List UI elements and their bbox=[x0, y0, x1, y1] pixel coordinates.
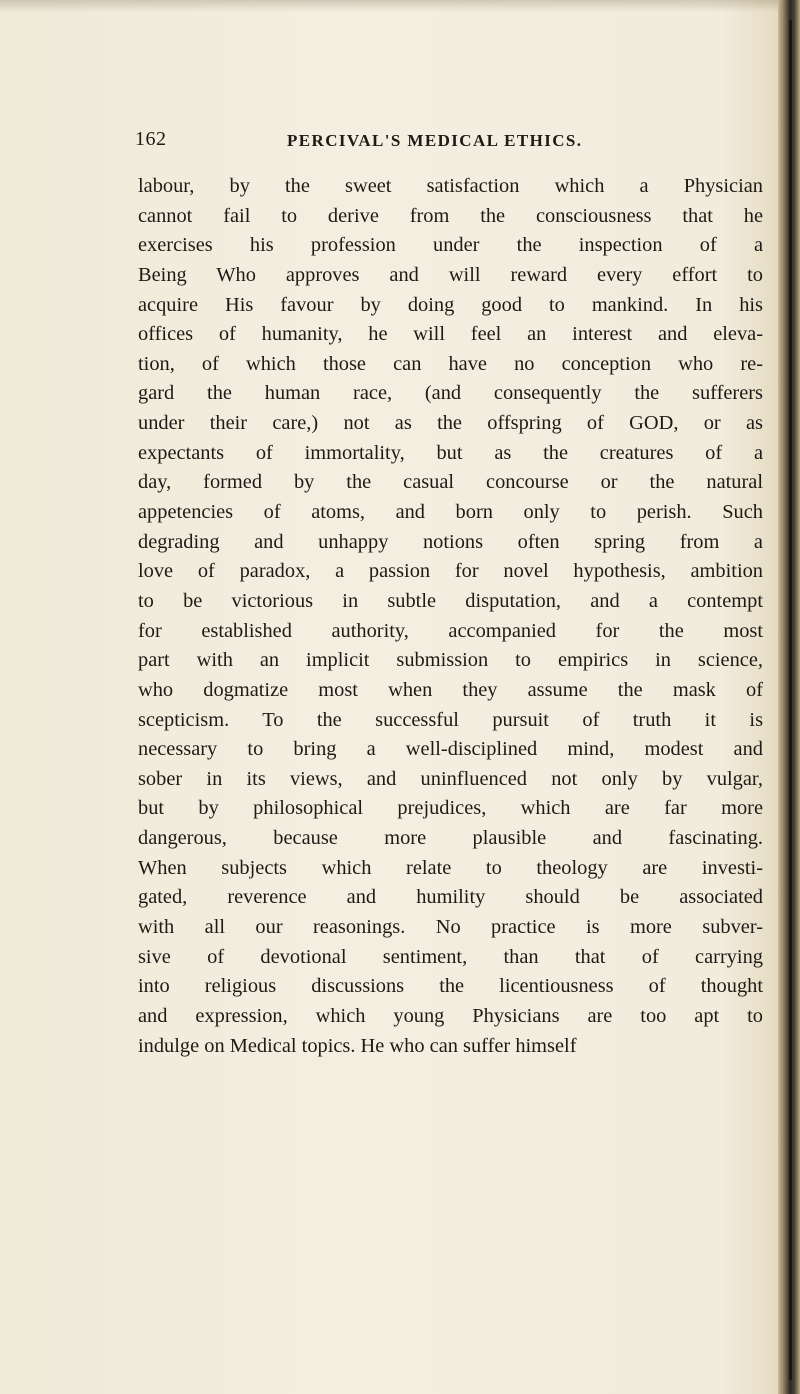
binding-shadow-line bbox=[789, 20, 792, 1380]
text-line: under their care,) not as the offspring of GOD, or as bbox=[138, 412, 763, 435]
text-line: part with an implicit submission to empirics in science, bbox=[138, 649, 763, 672]
text-line: and expression, which young Physicians are too apt to bbox=[138, 1004, 763, 1027]
text-line: who dogmatize most when they assume the mask of bbox=[138, 678, 763, 701]
body-text bbox=[138, 172, 770, 1061]
text-line: gated, reverence and humility should be associated bbox=[138, 886, 763, 909]
text-line: cannot fail to derive from the consciousness that he bbox=[138, 204, 763, 227]
text-line: degrading and unhappy notions often spring from a bbox=[138, 530, 763, 553]
page-top-shadow bbox=[0, 0, 800, 12]
text-line: into religious discussions the licentiousness of thought bbox=[138, 975, 763, 998]
text-line: but by philosophical prejudices, which are far more bbox=[138, 797, 763, 820]
text-line: exercises his profession under the inspection of a bbox=[138, 234, 763, 257]
text-line: sive of devotional sentiment, than that of carrying bbox=[138, 945, 763, 968]
page-header bbox=[135, 128, 775, 162]
text-line: to be victorious in subtle disputation, and a contempt bbox=[138, 589, 763, 612]
text-line: necessary to bring a well-disciplined mind, modest and bbox=[138, 738, 763, 761]
text-line: indulge on Medical topics. He who can suffer himself bbox=[138, 1034, 577, 1057]
text-line: for established authority, accompanied for the most bbox=[138, 619, 763, 642]
text-line: When subjects which relate to theology are investi- bbox=[138, 856, 763, 879]
text-line: day, formed by the casual concourse or the natural bbox=[138, 471, 763, 494]
text-line: gard the human race, (and consequently the sufferers bbox=[138, 382, 763, 405]
text-line: offices of humanity, he will feel an interest and eleva- bbox=[138, 323, 763, 346]
text-line: appetencies of atoms, and born only to perish. Such bbox=[138, 501, 763, 524]
text-line: labour, by the sweet satisfaction which a Physician bbox=[138, 175, 763, 197]
text-line: tion, of which those can have no conception who re- bbox=[138, 352, 763, 375]
text-line: expectants of immortality, but as the creatures of a bbox=[138, 441, 763, 464]
text-line: with all our reasonings. No practice is more subver- bbox=[138, 916, 763, 939]
text-line: acquire His favour by doing good to mankind. In his bbox=[138, 293, 763, 316]
text-line: Being Who approves and will reward every effort to bbox=[138, 263, 763, 286]
page-number: 162 bbox=[135, 128, 167, 150]
text-line: love of paradox, a passion for novel hypothesis, ambition bbox=[138, 560, 763, 583]
text-line: sober in its views, and uninfluenced not only by vulgar, bbox=[138, 767, 763, 790]
text-line: dangerous, because more plausible and fascinating. bbox=[138, 827, 763, 850]
running-head: PERCIVAL'S MEDICAL ETHICS. bbox=[287, 131, 583, 150]
text-line: scepticism. To the successful pursuit of truth it is bbox=[138, 708, 763, 731]
